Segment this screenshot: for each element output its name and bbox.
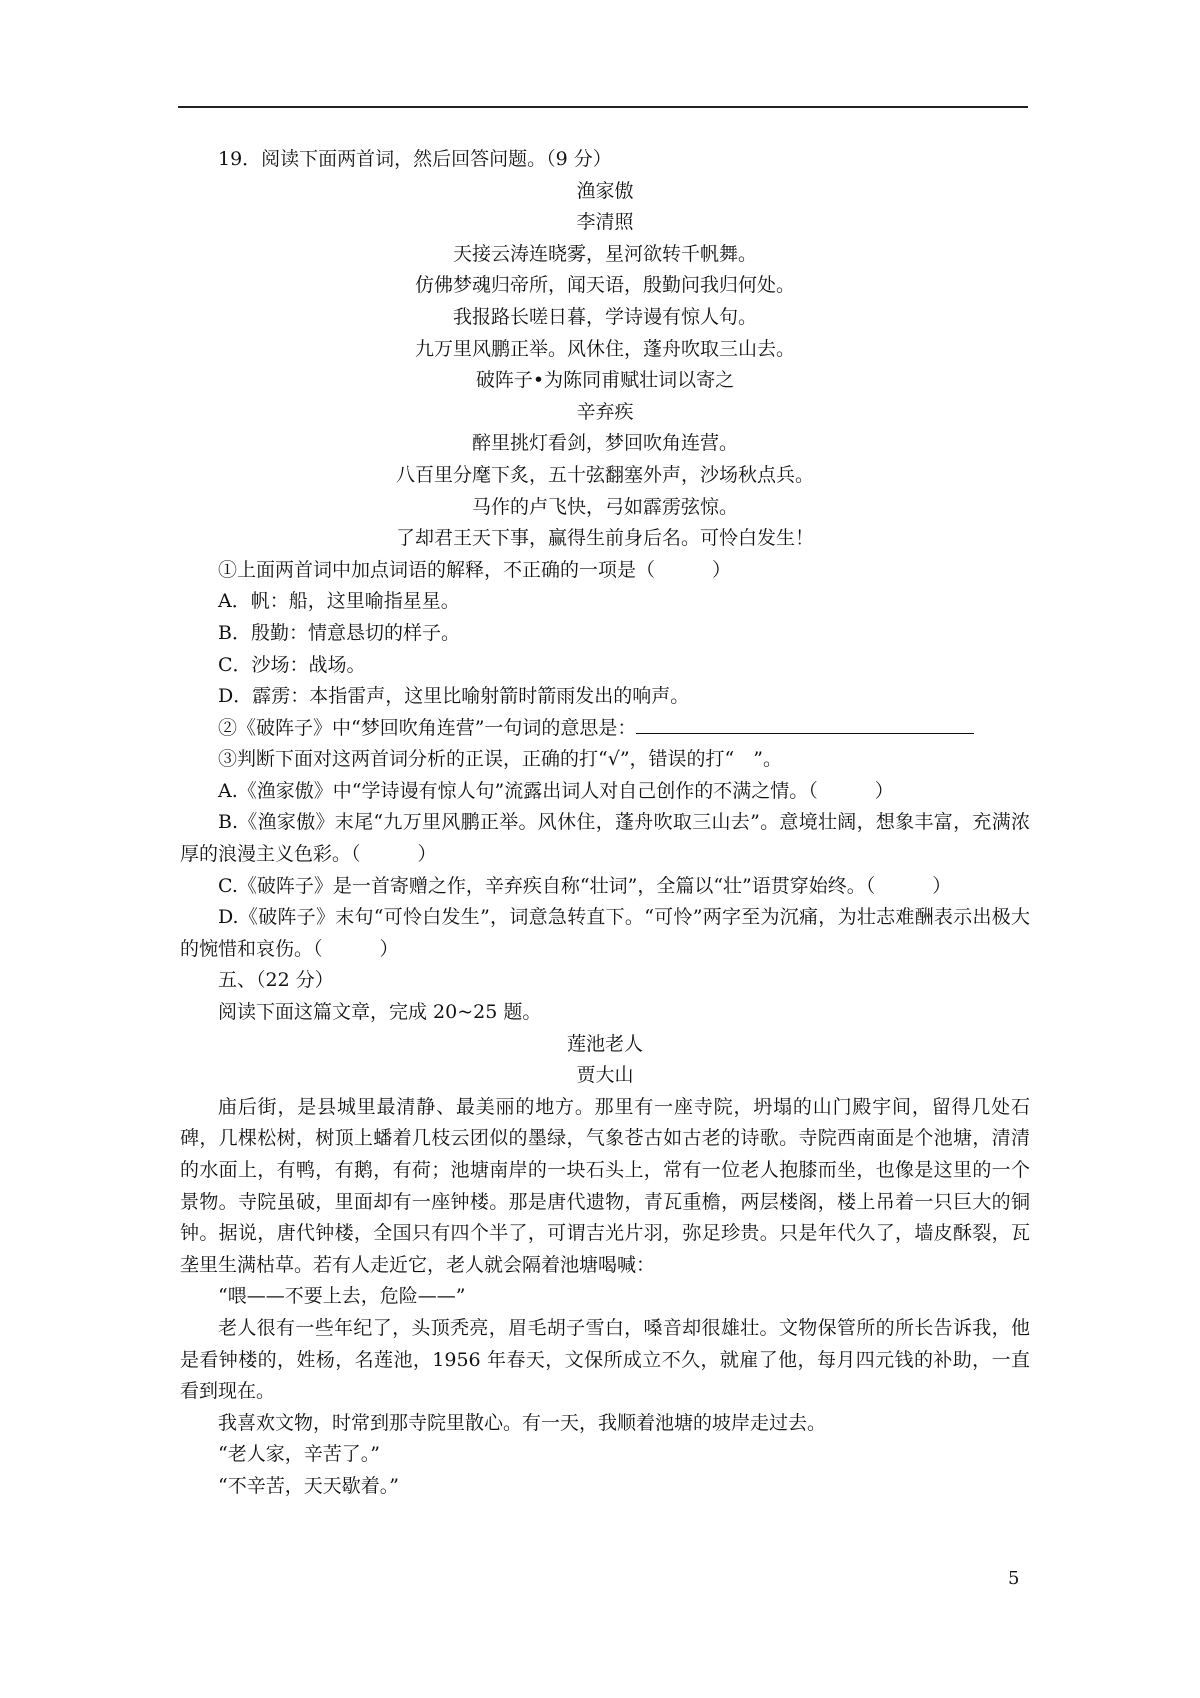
- article-paragraph: “不辛苦，天天歇着。”: [218, 1474, 399, 1497]
- subquestion-1-option-d: D．霹雳：本指雷声，这里比喻射箭时箭雨发出的响声。: [218, 685, 690, 708]
- subquestion-1-option-a: A．帆：船，这里喻指星星。: [218, 590, 460, 613]
- poem1-line: 天接云涛连晓雾，星河欲转千帆舞。: [452, 242, 757, 265]
- poem1-line: 我报路长嗟日暮，学诗谩有惊人句。: [452, 305, 757, 328]
- answer-blank-line[interactable]: [636, 713, 974, 734]
- article-title: 莲池老人: [566, 1032, 643, 1055]
- poem2-line: 了却君王天下事，赢得生前身后名。可怜白发生！: [395, 527, 814, 550]
- subquestion-3-item-b: B.《渔家傲》末尾“九万里风鹏正举。风休住，蓬舟吹取三山去”。意境壮阔，想象丰富，充满浓厚的浪漫主义色彩。（ ）: [180, 811, 1030, 866]
- document-body: [180, 144, 1030, 1503]
- poem2-line: 八百里分麾下炙，五十弦翻塞外声，沙场秋点兵。: [395, 463, 814, 486]
- article-paragraph: 庙后街，是县城里最清静、最美丽的地方。那里有一座寺院，坍塌的山门殿宇间，留得几处石碑，几棵松树，树顶上蟠着几枝云团似的墨绿，气象苍古如古老的诗歌。寺院西南面是个池塘，清清的水面上，有鸭，有鹅，有荷；池塘南岸的一块石头上，常有一位老人抱膝而坐，也像是这里的一个景物。寺院虽破，里面却有一座钟楼。那是唐代遗物，青瓦重檐，两层楼阁，楼上吊着一只巨大的铜钟。据说，唐代钟楼，全国只有四个半了，可谓吉光片羽，弥足珍贵。只是年代久了，墙皮酥裂，瓦垄里生满枯草。若有人走近它，老人就会隔着池塘喝喊：: [180, 1095, 1030, 1276]
- poem2-line: 醉里挑灯看剑，梦回吹角连营。: [471, 432, 738, 455]
- subquestion-1-option-c: C．沙场：战场。: [218, 653, 366, 676]
- header-rule: [178, 106, 1028, 108]
- subquestion-1-prompt: ①上面两首词中加点词语的解释，不正确的一项是（ ）: [218, 558, 732, 581]
- subquestion-3-item-d: D.《破阵子》末句“可怜白发生”，词意急转直下。“可怜”两字至为沉痛，为壮志难酬表示出极大的惋惜和哀伤。（ ）: [180, 906, 1030, 960]
- subquestion-2: [180, 713, 1030, 745]
- poem2-author: 辛弃疾: [576, 400, 634, 423]
- poem2-title: 破阵子•为陈同甫赋壮词以寄之: [475, 369, 735, 392]
- article-author: 贾大山: [576, 1064, 634, 1087]
- subquestion-1-option-b: B．殷勤：情意恳切的样子。: [218, 621, 460, 644]
- article-paragraph: “老人家，辛苦了。”: [218, 1443, 380, 1466]
- poem1-author: 李清照: [576, 211, 634, 234]
- question-19-heading: 19．阅读下面两首词，然后回答问题。（9 分）: [218, 148, 612, 170]
- subquestion-3-item-a: A.《渔家傲》中“学诗谩有惊人句”流露出词人对自己创作的不满之情。（ ）: [218, 779, 894, 802]
- section-5-heading: 五、（22 分）: [218, 969, 334, 992]
- poem1-title: 渔家傲: [576, 179, 634, 202]
- article-paragraph: 老人很有一些年纪了，头顶秃亮，眉毛胡子雪白，嗓音却很雄壮。文物保管所的所长告诉我，他是看钟楼的，姓杨，名莲池，1956 年春天，文保所成立不久，就雇了他，每月四元钱的补助，一直看到现在。: [180, 1316, 1030, 1403]
- section-5-instruction: 阅读下面这篇文章，完成 20~25 题。: [218, 1001, 542, 1024]
- poem1-line: 仿佛梦魂归帝所，闻天语，殷勤问我归何处。: [414, 274, 795, 297]
- page-number: 5: [1008, 1568, 1020, 1589]
- subquestion-2-prompt: ②《破阵子》中“梦回吹角连营”一句词的意思是：: [218, 716, 637, 739]
- poem1-line: 九万里风鹏正举。风休住，蓬舟吹取三山去。: [414, 337, 795, 360]
- article-paragraph: 我喜欢文物，时常到那寺院里散心。有一天，我顺着池塘的坡岸走过去。: [218, 1411, 827, 1434]
- subquestion-3-prompt: ③判断下面对这两首词分析的正误，正确的打“√”，错误的打“ ”。: [218, 748, 782, 771]
- article-paragraph: “喂——不要上去，危险——”: [218, 1285, 466, 1308]
- poem2-line: 马作的卢飞快，弓如霹雳弦惊。: [471, 495, 738, 518]
- subquestion-3-item-c: C.《破阵子》是一首寄赠之作，辛弃疾自称“壮词”，全篇以“壮”语贯穿始终。（ ）: [218, 874, 952, 897]
